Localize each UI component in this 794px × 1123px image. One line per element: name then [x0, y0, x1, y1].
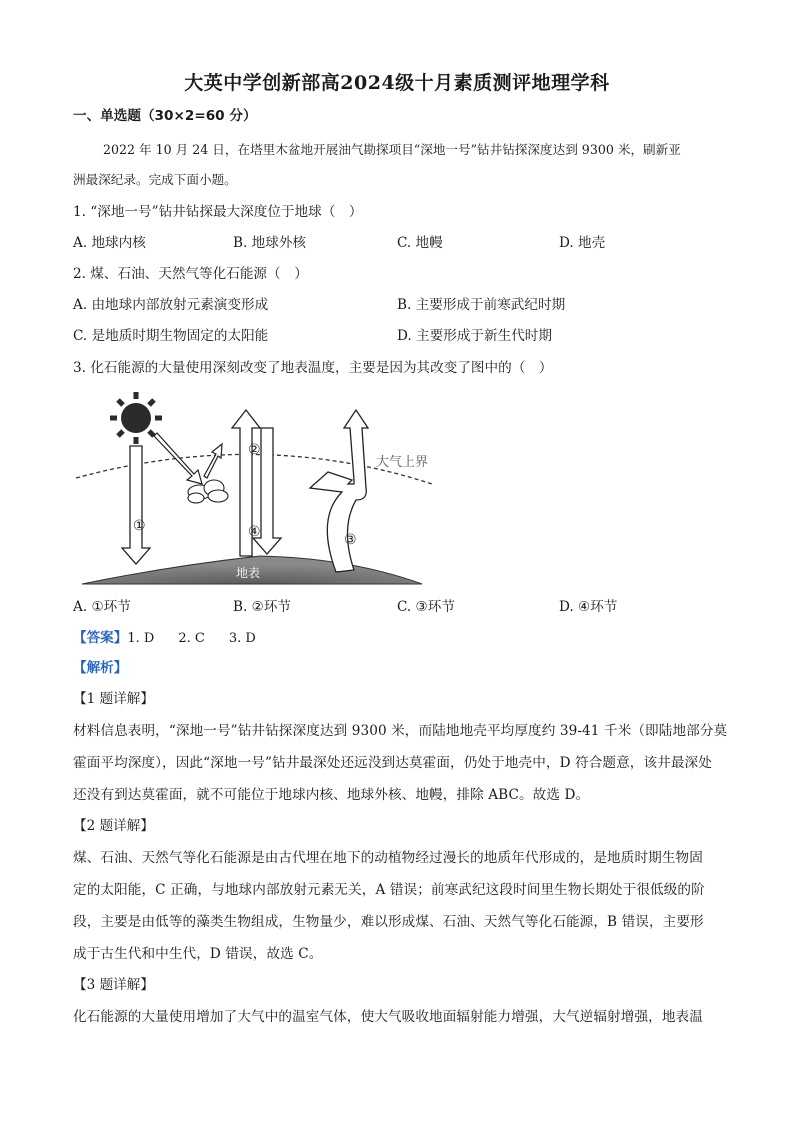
- answer-2: 2. C: [178, 631, 205, 646]
- reflect-arrow: [204, 444, 222, 478]
- answer-1: 1. D: [127, 631, 155, 646]
- answer-3: 3. D: [228, 631, 256, 646]
- analysis-tag: 【解析】: [73, 660, 128, 676]
- question-2-stem: 2. 煤、石油、天然气等化石能源（ ）: [73, 266, 308, 282]
- cloud-icon: [188, 480, 228, 503]
- detail-2-line-2: 定的太阳能，C 正确，与地球内部放射元素无关，A 错误；前寒武纪这段时间里生物长期处于很低级的阶: [73, 882, 705, 898]
- question-3-stem: 3. 化石能源的大量使用深刻改变了地表温度，主要是因为其改变了图中的（ ）: [73, 360, 553, 376]
- q1-option-a: A. 地球内核: [73, 235, 146, 251]
- detail-2-line-3: 段，主要是由低等的藻类生物组成，生物量少，难以形成煤、石油、天然气等化石能源，B 错误，主要形: [73, 914, 704, 930]
- section-heading: 一、单选题（30×2=60 分）: [73, 108, 257, 124]
- intro-line-1: 2022 年 10 月 24 日，在塔里木盆地开展油气勘探项目“深地一号”钻井钻探深度达到 9300 米，刷新亚: [103, 142, 681, 157]
- surface-label: 地表: [236, 566, 261, 580]
- arrow-3: [310, 410, 368, 572]
- q1-option-d: D. 地壳: [559, 235, 606, 251]
- q1-option-b: B. 地球外核: [233, 235, 307, 251]
- detail-1-line-3: 还没有到达莫霍面，就不可能位于地球内核、地球外核、地幔，排除 ABC。故选 D。: [73, 787, 590, 803]
- q3-option-a: A. ①环节: [73, 599, 131, 615]
- detail-3-line-1: 化石能源的大量使用增加了大气中的温室气体，使大气吸收地面辐射能力增强，大气逆辐射增强，地表温: [73, 1009, 703, 1025]
- page-title: 大英中学创新部高2024级十月素质测评地理学科: [184, 72, 610, 94]
- q2-option-c: C. 是地质时期生物固定的太阳能: [73, 328, 269, 344]
- marker-1: ①: [133, 518, 146, 534]
- detail-2-line-1: 煤、石油、天然气等化石能源是由古代埋在地下的动植物经过漫长的地质年代形成的，是地质时期生物固: [73, 850, 703, 866]
- detail-3-tag: 【3 题详解】: [73, 977, 154, 993]
- marker-2: ②: [248, 442, 261, 458]
- q2-option-d: D. 主要形成于新生代时期: [397, 328, 552, 344]
- q3-option-b: B. ②环节: [233, 599, 292, 615]
- intro-line-2: 洲最深纪录。完成下面小题。: [73, 172, 237, 187]
- arrow-1: [122, 446, 150, 564]
- detail-1-line-2: 霍面平均深度），因此“深地一号”钻井最深处还远没到达莫霍面，仍处于地壳中，D 符合题意，该井最深处: [73, 755, 712, 771]
- q1-option-c: C. 地幔: [397, 235, 443, 251]
- detail-2-tag: 【2 题详解】: [73, 818, 154, 834]
- detail-2-line-4: 成于古生代和中生代，D 错误，故选 C。: [73, 946, 323, 962]
- marker-4: ④: [248, 524, 261, 540]
- radiation-diagram: [70, 388, 450, 588]
- q3-option-d: D. ④环节: [559, 599, 618, 615]
- detail-1-tag: 【1 题详解】: [73, 691, 154, 707]
- answer-tag: 【答案】: [73, 630, 128, 646]
- q2-option-a: A. 由地球内部放射元素演变形成: [73, 297, 269, 313]
- marker-3: ③: [344, 532, 357, 548]
- detail-1-line-1: 材料信息表明，“深地一号”钻井钻探深度达到 9300 米，而陆地地壳平均厚度约 39-41 千米（即陆地部分莫: [73, 723, 728, 739]
- answer-line: [73, 628, 280, 649]
- question-1-stem: 1. “深地一号”钻井钻探最大深度位于地球（ ）: [73, 204, 363, 220]
- scatter-arrow: [154, 433, 202, 484]
- q2-option-b: B. 主要形成于前寒武纪时期: [397, 297, 566, 313]
- atmosphere-label: 大气上界: [376, 455, 429, 470]
- q3-option-c: C. ③环节: [397, 599, 455, 615]
